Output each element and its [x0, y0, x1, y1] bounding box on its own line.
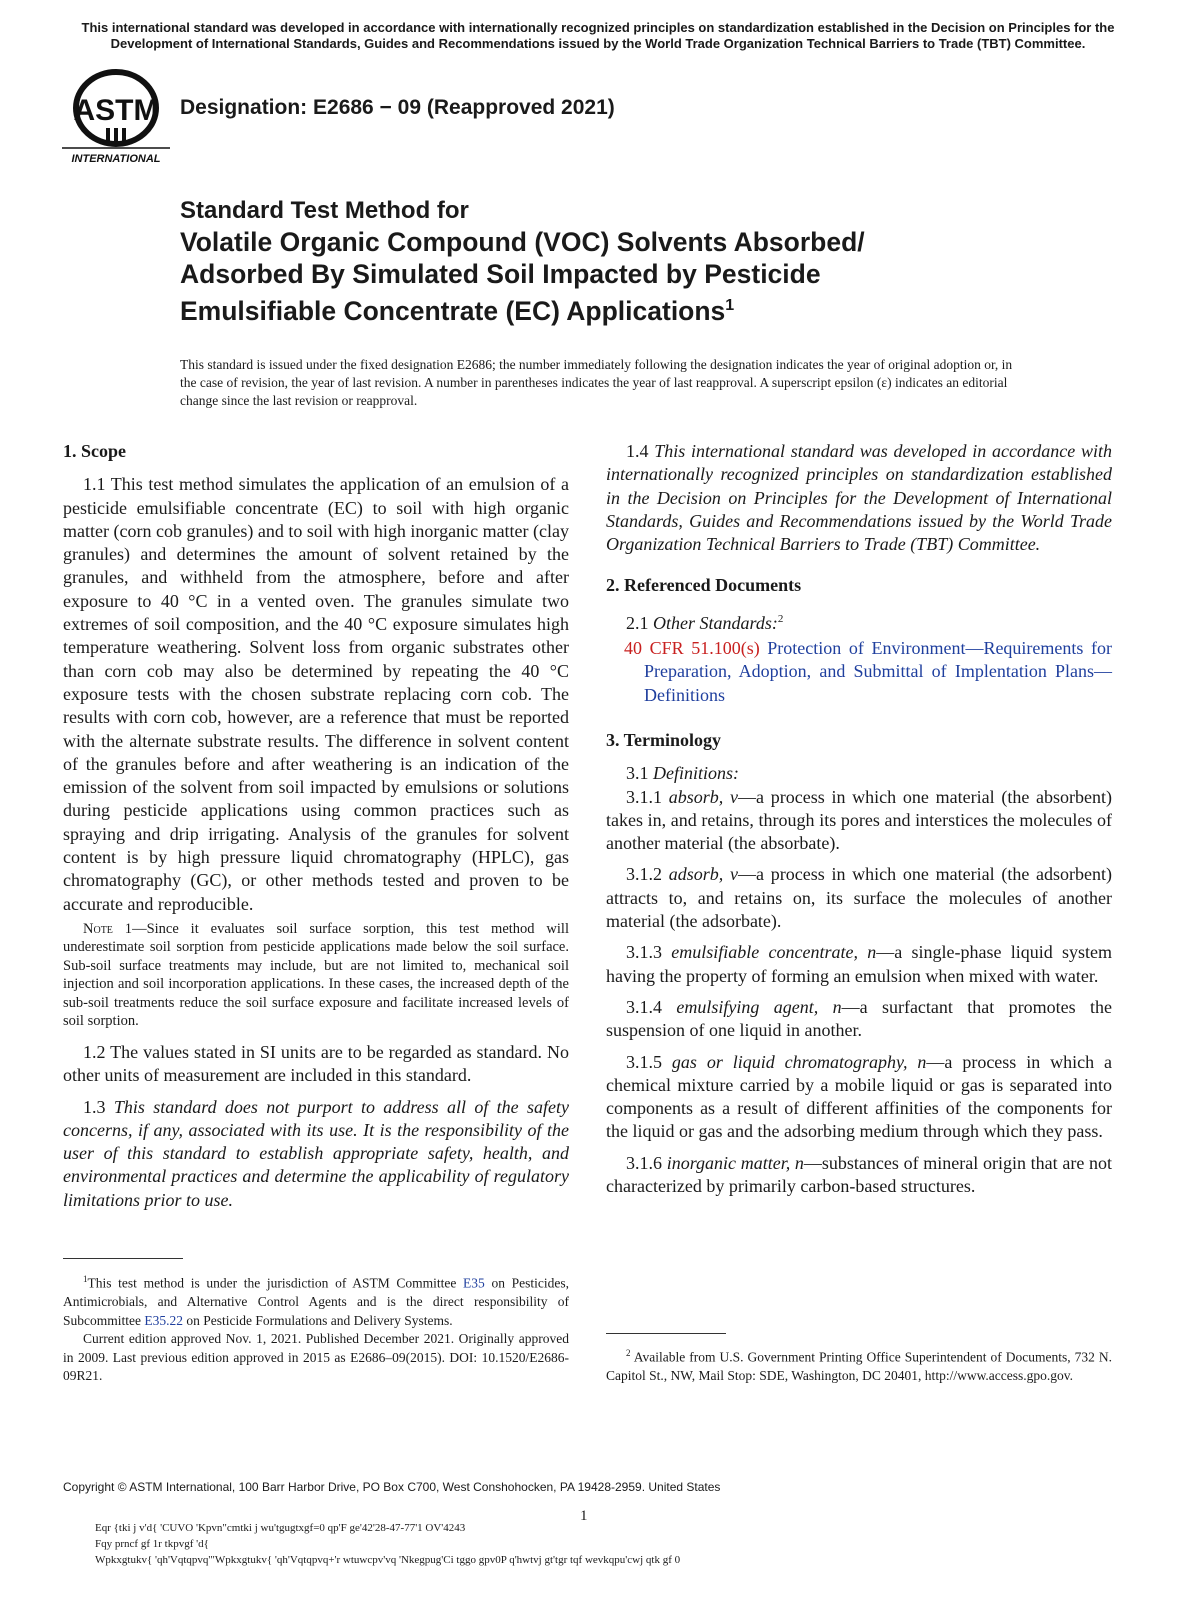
designation: Designation: E2686 − 09 (Reapproved 2021)	[180, 96, 615, 119]
astm-logo	[62, 68, 170, 166]
paragraph-1-2: 1.2 The values stated in SI units are to be regarded as standard. No other units of measurement are included in this standard.	[63, 1041, 569, 1086]
footnote-1-text-c: on Pesticide Formulations and Delivery Systems.	[183, 1312, 453, 1328]
document-title	[180, 196, 1080, 327]
definition-3-1-1	[606, 786, 1112, 856]
definition-text: —a process in which a chemical mixture carried by a mobile liquid or gas is separated into components as a result of different affinities of the components for the liquid or gas and the adsorbing medium through which they pass.	[606, 1051, 1113, 1142]
note-1-label: Note 1	[83, 920, 133, 937]
logo-mark: ASTM	[73, 94, 159, 127]
definition-text: —a surfactant that promotes the suspension of one liquid in another.	[606, 996, 1112, 1041]
license-stamp-line-3: Wpkxgtukv{ 'qh'Vqtqpvq'"Wpkxgtukv{ 'qh'Vqtqpvq+'r wtuwcpv'vq 'Nkegpug'Ci tggo gpv0P q'hwtvj gt'tgr tqf wevkqpu'cwj qtk gf 0	[95, 1554, 681, 1566]
definition-term: emulsifiable concentrate, n	[671, 942, 877, 963]
license-stamp-line-1: Eqr {tki j v'd{ 'CUVO 'Kpvn"cmtki j wu'tgugtxgf=0 qp'F ge'42'28-47-77'1 OV'4243	[95, 1522, 466, 1534]
definition-term: inorganic matter, n	[666, 1152, 804, 1173]
footnote-1-para-1	[63, 1270, 569, 1330]
footnote-1	[63, 1270, 569, 1386]
paragraph-1-4-num: 1.4	[626, 441, 649, 461]
paragraph-1-3	[63, 1096, 569, 1212]
footnote-1-para-2: Current edition approved Nov. 1, 2021. Published December 2021. Originally approved in 2009. Last previous edition approved in 2015 as E2686–09(2015). DOI: 10.1520/E2686-09R21.	[63, 1331, 569, 1383]
definition-3-1-2	[606, 863, 1112, 933]
footnote-2-marker: 2	[626, 1348, 631, 1358]
definition-num: 3.1.5	[626, 1051, 662, 1072]
section-heading-terminology: 3. Terminology	[606, 729, 722, 750]
preamble: This standard is issued under the fixed designation E2686; the number immediately following the designation indicates the year of original adoption or, in the case of revision, the year of last revision. A number in parentheses indicates the year of last reapproval. A superscript epsilon (ε) indicates an editorial change since the last revision or reapproval.	[180, 357, 1013, 408]
definition-3-1-3	[606, 941, 1112, 988]
reference-code[interactable]: 40 CFR 51.100(s)	[624, 638, 760, 659]
title-line-3-text: Emulsifiable Concentrate (EC) Applications	[180, 295, 726, 326]
section-heading-scope: 1. Scope	[63, 441, 126, 461]
title-line-2: Adsorbed By Simulated Soil Impacted by Pesticide	[180, 259, 821, 289]
definition-term: adsorb, v	[668, 864, 738, 885]
definition-num: 3.1.4	[626, 996, 662, 1017]
definition-text: —a process in which one material (the adsorbent) attracts to, and retains on, its surface the molecules of another material (the adsorbate).	[606, 864, 1113, 932]
trade-notice: This international standard was developed in accordance with internationally recognized principles on standardization established in the Decision on Principles for the Development of International Standards, Guides and Recommendations issued by the World Trade Organization Technical Barriers to Trade (TBT) Committee.	[81, 20, 1115, 51]
committee-e35-link[interactable]: E35	[463, 1275, 485, 1291]
footnote-1-text-a: This test method is under the jurisdiction of ASTM Committee	[87, 1275, 464, 1291]
copyright-line: Copyright © ASTM International, 100 Barr Harbor Drive, PO Box C700, West Conshohocken, PA 19428-2959. United States	[63, 1480, 721, 1494]
paragraph-2-1	[606, 608, 1112, 635]
definition-text: —a process in which one material (the absorbent) takes in, and retains, through its pores and interstices the molecules of another material (the absorbate).	[606, 786, 1113, 854]
definition-num: 3.1.3	[626, 942, 662, 963]
title-footnote-marker: 1	[725, 297, 735, 314]
paragraph-3-1	[606, 762, 1112, 785]
left-column	[63, 440, 569, 1212]
definition-3-1-4	[606, 996, 1112, 1043]
definition-3-1-6	[606, 1152, 1112, 1199]
paragraph-3-1-label: Definitions:	[653, 763, 739, 784]
title-line-3	[180, 290, 1080, 327]
paragraph-1-3-text: This standard does not purport to address all of the safety concerns, if any, associated with its use. It is the responsibility of the user of this standard to establish appropriate safety, health, and environmental practices and determine the applicability of regulatory limitations prior to use.	[63, 1096, 570, 1210]
subcommittee-e35-22-link[interactable]: E35.22	[144, 1312, 183, 1328]
definition-num: 3.1.6	[626, 1152, 662, 1173]
title-line-1: Volatile Organic Compound (VOC) Solvents Absorbed/	[180, 227, 865, 257]
paragraph-2-1-label: Other Standards:	[653, 612, 778, 633]
footnote-rule-right	[606, 1333, 726, 1334]
paragraph-1-1: 1.1 This test method simulates the application of an emulsion of a pesticide emulsifiable concentrate (EC) to soil with high organic matter (corn cob granules) and to soil with high inorganic matter (clay granules) and determines the amount of solvent retained by the granules, and withheld from the atmosphere, before and after exposure to 40 °C in a vented oven. The granules simulate two extremes of soil composition, and the 40 °C exposure simulates high temperature weathering. Solvent loss from organic substrates other than corn cob may also be determined by repeating the 40 °C exposure tests with the chosen substrate replacing corn cob. The results with corn cob, however, are a reference that must be reported with the alternate substrate results. The difference in solvent content of the granules before and after weathering is an indication of the emission of the solvent from soil impacted by emulsions or solutions during pesticide applications using common practices such as spraying and drip irrigating. Analysis of the granules for solvent content is by high pressure liquid chromatography (HPLC), gas chromatography (GC), or other methods tested and proven to be accurate and reproducible.	[63, 474, 570, 914]
license-stamp-line-2: Fqy prncf gf 1r tkpvgf 'd{	[95, 1538, 209, 1550]
paragraph-2-1-marker: 2	[777, 612, 784, 625]
footnote-2	[606, 1344, 1112, 1386]
paragraph-2-1-num: 2.1	[626, 612, 649, 633]
reference-cfr[interactable]	[606, 637, 1112, 707]
paragraph-1-4-text: This international standard was developed in accordance with internationally recognized principles on standardization established in the Decision on Principles for the Development of International Standards, Guides and Recommendations issued by the World Trade Organization Technical Barriers to Trade (TBT) Committee.	[606, 441, 1112, 555]
title-lead: Standard Test Method for	[180, 197, 469, 224]
note-1	[63, 920, 569, 1031]
license-stamp	[95, 1520, 795, 1568]
paragraph-1-3-num: 1.3	[83, 1096, 106, 1117]
section-heading-referenced-documents: 2. Referenced Documents	[606, 575, 802, 596]
right-column	[606, 440, 1112, 1198]
definition-term: absorb, v	[668, 786, 738, 807]
footnote-1-marker: 1	[83, 1274, 88, 1284]
astm-logo-icon	[62, 68, 170, 166]
definition-term: emulsifying agent, n	[676, 996, 842, 1017]
definition-term: gas or liquid chromatography, n	[671, 1051, 927, 1072]
footnote-1-text-b: on Pesticides, Antimicrobials, and Alternative Control Agents and is the direct responsibility of Subcommittee	[63, 1275, 569, 1328]
definition-num: 3.1.1	[626, 786, 662, 807]
footnote-2-text: Available from U.S. Government Printing Office Superintendent of Documents, 732 N. Capitol St., NW, Mail Stop: SDE, Washington, DC 20401, http://www.access.gpo.gov.	[606, 1349, 1112, 1383]
note-1-text: —Since it evaluates soil surface sorption, this test method will underestimate soil sorption from pesticide applications made below the soil surface. Sub-soil surface treatments may include, but are not limited to, mechanical soil injection and soil incorporation applications. In these cases, the increased depth of the sub-soil treatments reduce the soil surface exposure and facilitate increased levels of soil sorption.	[63, 920, 569, 1030]
definition-num: 3.1.2	[626, 864, 662, 885]
definition-text: —a single-phase liquid system having the property of forming an emulsion when mixed with water.	[606, 942, 1113, 986]
footnote-rule-left	[63, 1258, 183, 1259]
footnote-2-para	[606, 1344, 1112, 1386]
reference-title[interactable]: Protection of Environment—Requirements for Preparation, Adoption, and Submittal of Implentation Plans—Definitions	[644, 638, 1112, 705]
definition-text: —substances of mineral origin that are not characterized by primarily carbon-based structures.	[606, 1152, 1113, 1197]
page-number: 1	[580, 1508, 588, 1524]
logo-org: INTERNATIONAL	[71, 153, 161, 165]
definition-3-1-5	[606, 1051, 1112, 1144]
paragraph-3-1-num: 3.1	[626, 763, 649, 784]
paragraph-1-4	[606, 440, 1112, 556]
